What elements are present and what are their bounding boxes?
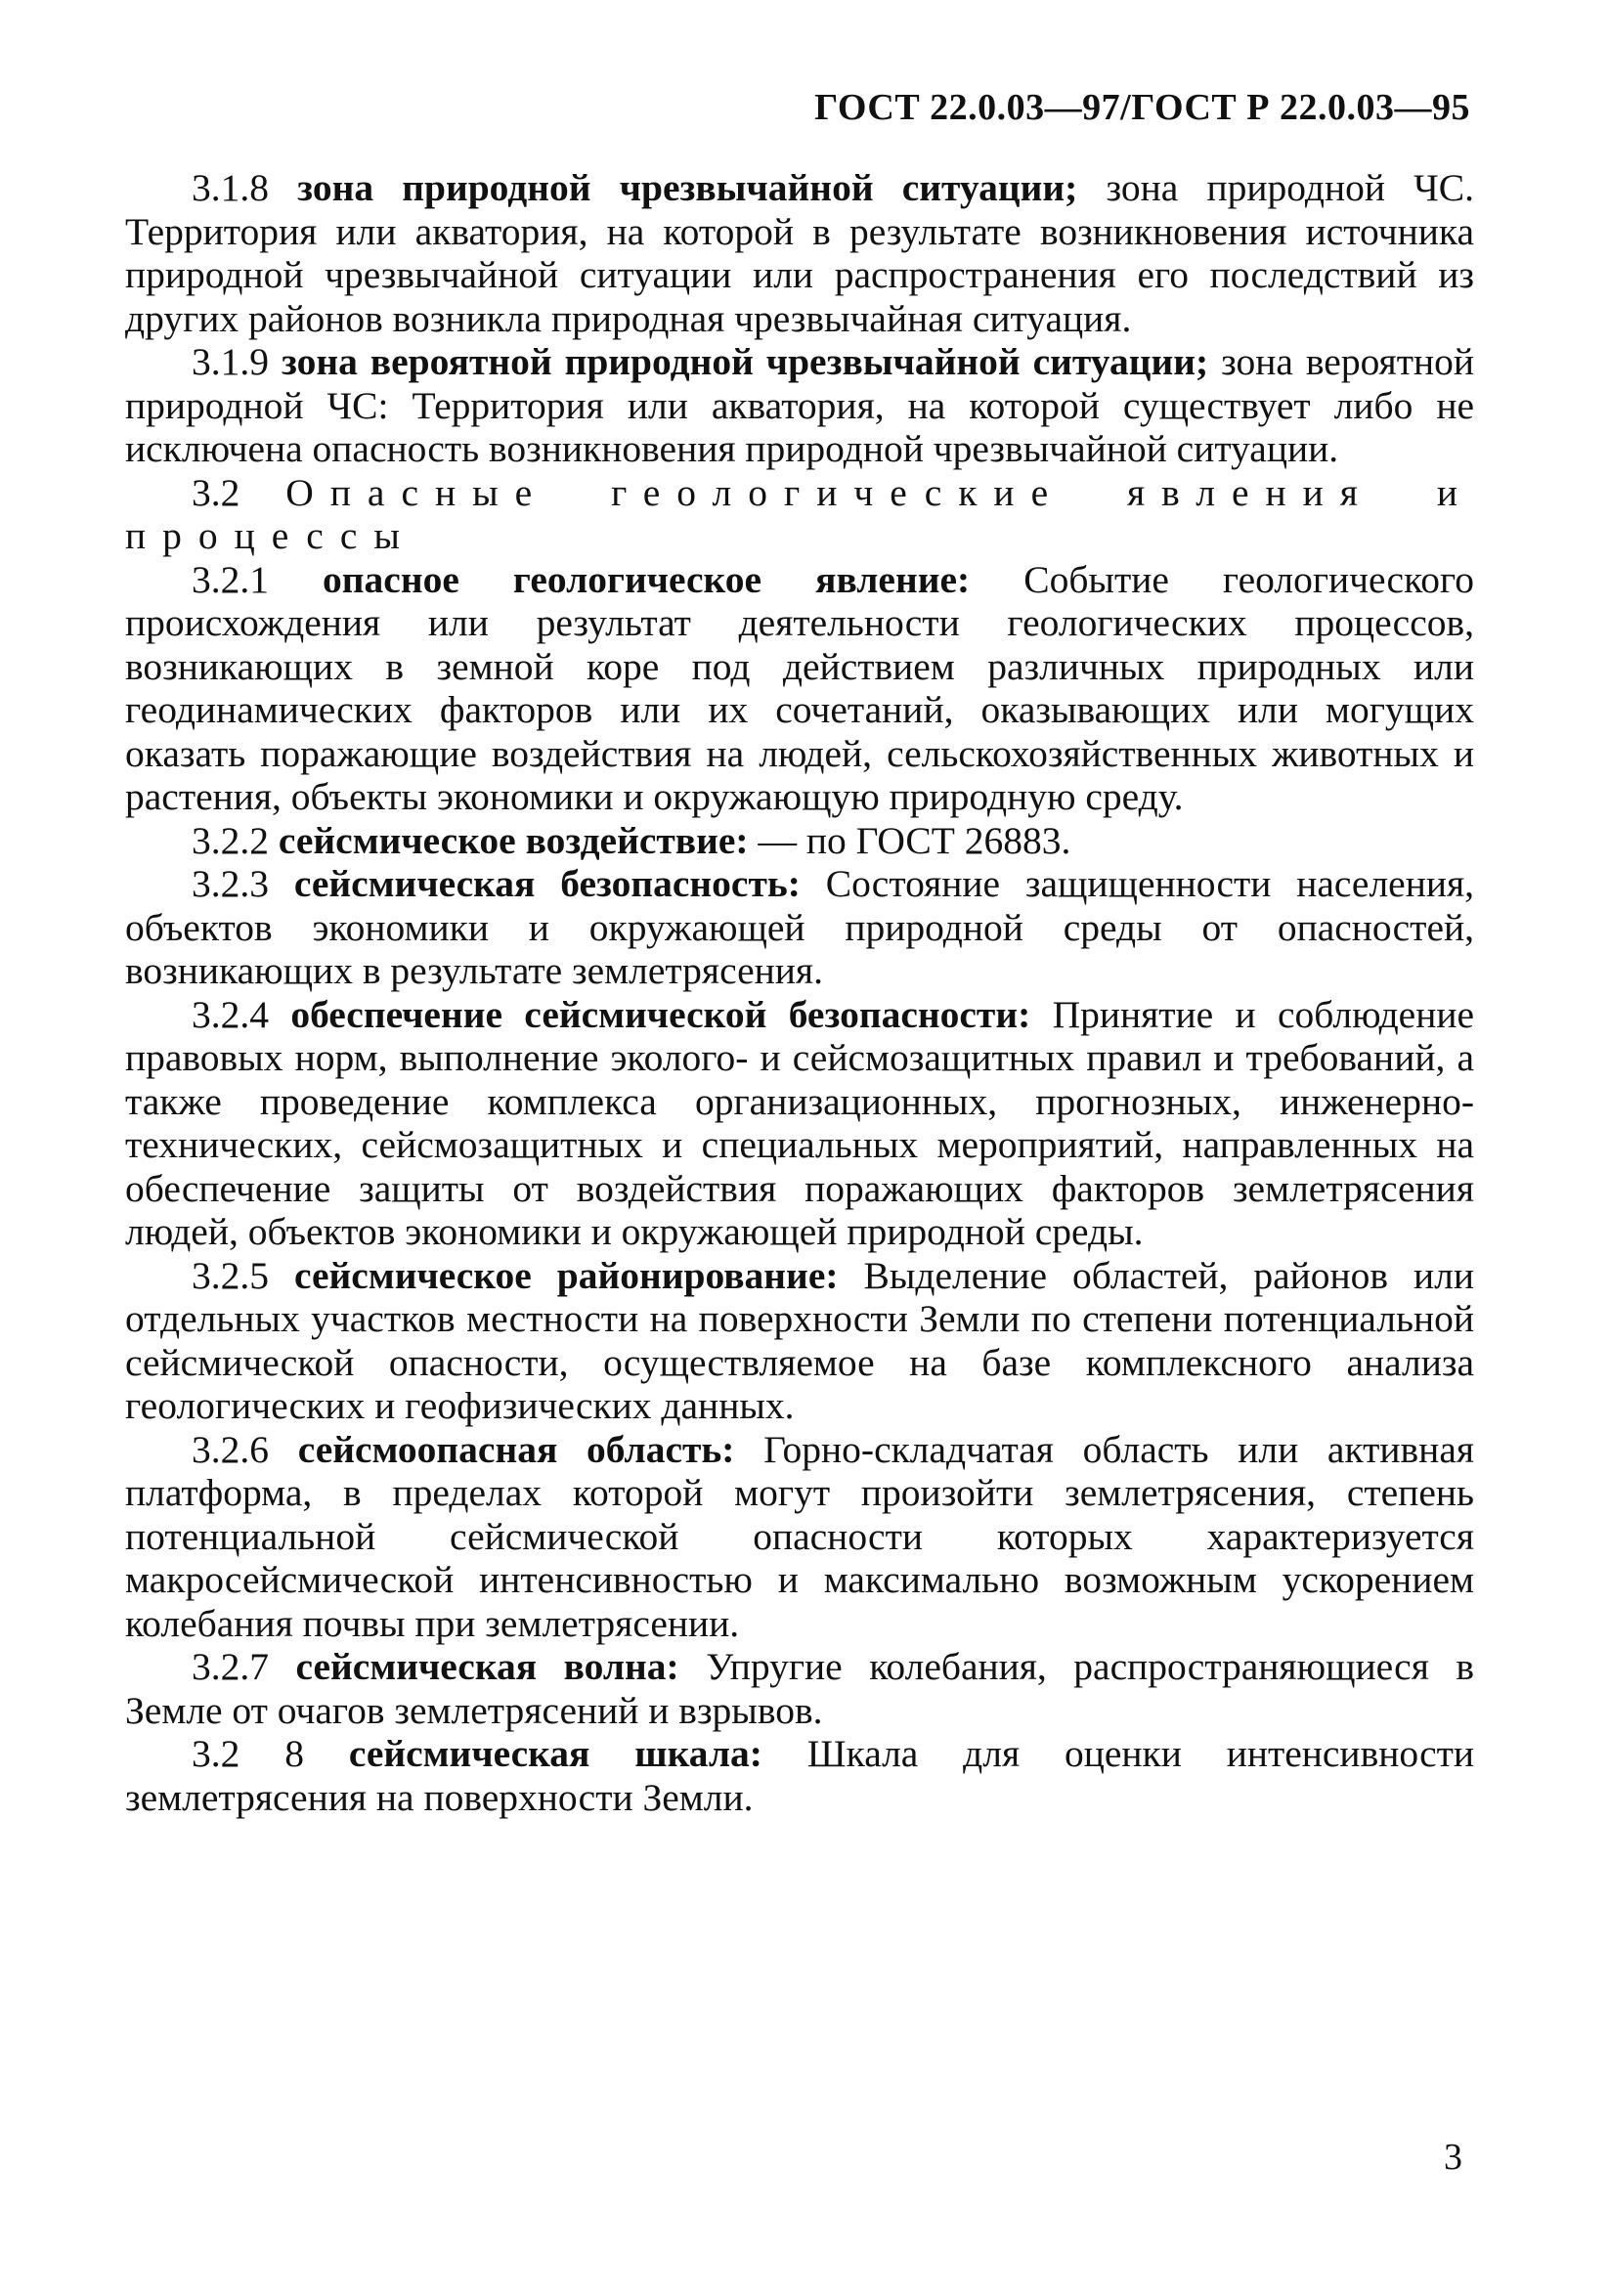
document-header: ГОСТ 22.0.03—97/ГОСТ Р 22.0.03—95 xyxy=(814,87,1470,128)
paragraph-3-2-5 xyxy=(125,1254,1474,1428)
paragraph-3-2-6 xyxy=(125,1428,1474,1646)
paragraph-number: 3.2.6 xyxy=(192,1427,269,1471)
paragraph-3-2-1 xyxy=(125,558,1474,819)
section-number: 3.2 xyxy=(192,470,240,514)
definition-text: зона вероятной природной ЧС: Территория или акватория, на которой существует либо не исключена опасность возникновения природной чрезвычайной ситуации. xyxy=(125,340,1475,470)
paragraph-number: 3.2.7 xyxy=(192,1645,269,1688)
term-heading: сейсмоопасная область: xyxy=(297,1427,735,1471)
term-heading: сейсмическое районирование: xyxy=(293,1253,839,1297)
paragraph-number: 3.2.4 xyxy=(192,992,269,1036)
section-title: Опасные геологические явления и процессы xyxy=(125,470,1474,557)
term-heading: сейсмическая волна: xyxy=(295,1645,679,1688)
paragraph-3-2-2 xyxy=(125,819,1474,863)
document-body xyxy=(125,166,1474,1819)
term-heading: зона природной чрезвычайной ситуации; xyxy=(297,166,1078,209)
term-heading: сейсмическая шкала: xyxy=(348,1732,762,1775)
definition-text: Событие геологического происхождения или результат деятельности геологических процессов, возникающих в земной коре под действием различных природных или геодинамических факторов или их сочетаний, оказывающих или могущих оказать поражающие воздействия на людей, сельскохозяйственных животных и растения, объекты экономики и окружающую природную среду. xyxy=(125,557,1474,818)
paragraph-3-1-8 xyxy=(125,166,1474,340)
paragraph-number: 3.2.2 xyxy=(192,818,269,862)
paragraph-number: 3.2.1 xyxy=(192,557,269,601)
definition-text: Состояние защищенности населения, объектов экономики и окружающей природной среды от опасностей, возникающих в результате землетрясения. xyxy=(125,862,1475,992)
definition-text: Шкала для оценки интенсивности землетрясения на поверхности Земли. xyxy=(125,1732,1475,1819)
definition-text: Выделение областей, районов или отдельных участков местности на поверхности Земли по степени потенциальной сейсмической опасности, осуществляемое на базе комплексного анализа геологических и геофизических данных. xyxy=(125,1253,1475,1427)
paragraph-number: 3.2 8 xyxy=(192,1732,304,1775)
page-number: 3 xyxy=(1444,2137,1462,2178)
definition-text: Принятие и соблюдение правовых норм, выполнение эколого- и сейсмозащитных правил и требований, а также проведение комплекса организационных, прогнозных, инженерно-технических, сейсмозащитных и специальных мероприятий, направленных на обеспечение защиты от воздействия поражающих факторов землетрясения людей, объектов экономики и окружающей природной среды. xyxy=(125,992,1475,1253)
paragraph-3-2-4 xyxy=(125,993,1474,1254)
paragraph-number: 3.1.9 xyxy=(192,340,269,383)
section-heading-3-2 xyxy=(125,471,1474,558)
term-heading: сейсмическое воздействие: xyxy=(278,818,749,862)
definition-text: — по ГОСТ 26883. xyxy=(758,818,1071,862)
term-heading: сейсмическая безопасность: xyxy=(293,862,801,905)
definition-text: Горно-складчатая область или активная платформа, в пределах которой могут произойти землетрясения, степень потенциальной сейсмической опасности которых характеризуется макросейсмической интенсивностью и максимально возможным ускорением колебания почвы при землетрясении. xyxy=(125,1427,1475,1645)
paragraph-number: 3.2.5 xyxy=(192,1253,269,1297)
paragraph-3-1-9 xyxy=(125,340,1474,471)
paragraph-3-2-3 xyxy=(125,862,1474,993)
paragraph-3-2-7 xyxy=(125,1645,1474,1732)
definition-text: зона природной ЧС. Территория или акватория, на которой в результате возникновения источника природной чрезвычайной ситуации или распространения его последствий из других районов возникла природная чрезвычайная ситуация. xyxy=(125,166,1475,340)
term-heading: опасное геологическое явление: xyxy=(323,557,971,601)
definition-text: Упругие колебания, распространяющиеся в Земле от очагов землетрясений и взрывов. xyxy=(125,1645,1475,1732)
term-heading: обеспечение сейсмической безопасности: xyxy=(290,992,1031,1036)
paragraph-3-2-8 xyxy=(125,1732,1474,1819)
paragraph-number: 3.1.8 xyxy=(192,166,269,209)
paragraph-number: 3.2.3 xyxy=(192,862,269,905)
term-heading: зона вероятной природной чрезвычайной ситуации; xyxy=(281,340,1209,383)
